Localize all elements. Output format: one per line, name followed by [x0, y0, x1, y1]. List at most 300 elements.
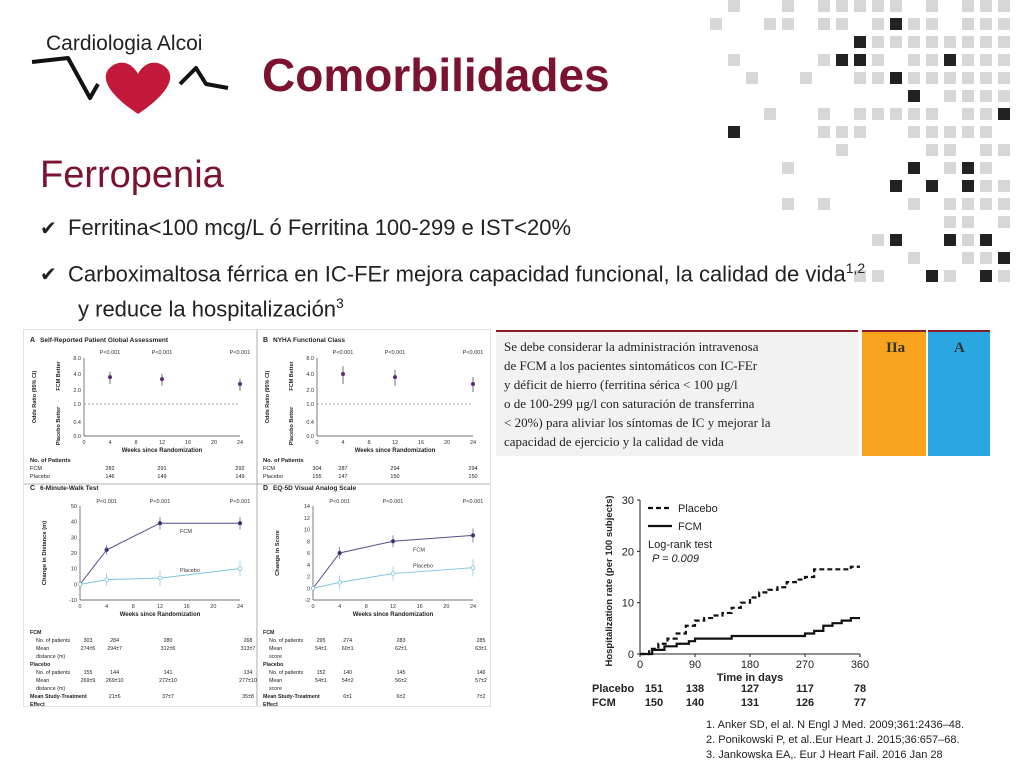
patients-count: 291 [157, 466, 167, 472]
table-cell: 303 [83, 638, 93, 644]
at-risk-count: 126 [795, 697, 815, 709]
x-tick-label: 24 [469, 440, 477, 446]
table-cell: 57±2 [475, 678, 487, 684]
y-tick-label: 10 [70, 566, 77, 573]
table-cell: 285 [476, 638, 486, 644]
decorative-square [818, 108, 830, 120]
table-cell: 140 [343, 670, 353, 676]
decorative-square [908, 36, 920, 48]
x-tick-label: 12 [389, 604, 397, 610]
p-value-label: P<0.001 [149, 499, 171, 505]
table-row-label: Effect [263, 702, 278, 706]
x-tick-label: 24 [236, 604, 244, 610]
bullet-text: Carboximaltosa férrica en IC-FEr mejora capacidad funcional, la calidad de vida [68, 261, 846, 287]
y-side-label: Placebo Better [56, 406, 62, 446]
y-tick-label: 0.0 [306, 434, 314, 440]
x-tick-label: 8 [131, 604, 135, 610]
at-risk-count: 151 [644, 683, 664, 695]
decorative-square [872, 18, 884, 30]
y-tick-label: 30 [621, 495, 634, 507]
logo [28, 28, 258, 138]
table-cell: 6±2 [396, 694, 406, 700]
p-value-label: P<0.001 [329, 499, 350, 505]
data-point [78, 583, 82, 587]
decorative-square [980, 54, 992, 66]
patients-group: Placebo [30, 474, 50, 480]
y-tick-label: 10 [621, 597, 634, 610]
at-risk-count: 117 [796, 683, 814, 695]
decorative-square [872, 72, 884, 84]
p-value-label: P<0.001 [384, 350, 406, 356]
x-tick-label: 360 [850, 659, 870, 671]
table-row-label: Mean [269, 646, 283, 652]
panel-title: EQ-5D Visual Analog Scale [273, 485, 357, 492]
y-side-label: FCM Better [289, 361, 295, 391]
decorative-square [836, 18, 848, 30]
patients-count: 292 [235, 466, 245, 472]
y-side-label: FCM Better [56, 361, 62, 391]
decorative-square [944, 216, 956, 228]
x-tick-label: 8 [367, 440, 371, 446]
y-tick-label: 4.0 [306, 372, 314, 378]
legend-label: FCM [678, 521, 702, 533]
decorative-square [944, 90, 956, 102]
decorative-square [764, 18, 776, 30]
decorative-square [890, 72, 902, 84]
table-cell: 6±1 [343, 694, 353, 700]
data-point [105, 578, 109, 582]
decorative-square [854, 36, 866, 48]
hospitalization-chart [592, 470, 890, 710]
decorative-square [944, 234, 956, 246]
decorative-square [962, 0, 974, 12]
data-point [391, 572, 395, 576]
table-row-label: score [269, 654, 282, 660]
x-axis-label: Weeks since Randomization [121, 448, 203, 454]
x-tick-label: 270 [795, 659, 815, 671]
y-side-label: Placebo Better [289, 406, 295, 446]
decorative-square [818, 126, 830, 138]
decorative-square [962, 126, 974, 138]
decorative-square [764, 108, 776, 120]
decorative-square [926, 72, 938, 84]
panel-title: NYHA Functional Class [273, 337, 345, 344]
table-row-label: FCM [263, 630, 275, 636]
y-axis-label: Change in Score [275, 530, 281, 576]
table-row-label: Placebo [30, 662, 51, 668]
decorative-square [854, 72, 866, 84]
decorative-square [782, 162, 794, 174]
table-row-label: Mean [36, 678, 50, 684]
table-cell: 134 [243, 670, 253, 676]
recommendation-line: y déficit de hierro (ferritina sérica < 100 µg/l [504, 377, 738, 392]
panel-title: Self-Reported Patient Global Assessment [40, 337, 168, 344]
patients-count: 150 [468, 474, 478, 480]
evidence-level: A [928, 330, 990, 456]
decorative-square [818, 198, 830, 210]
decorative-square [980, 108, 992, 120]
decorative-square [836, 0, 848, 12]
x-tick-label: 4 [108, 440, 112, 446]
decorative-square [818, 0, 830, 12]
decorative-square [872, 36, 884, 48]
y-tick-label: 30 [70, 535, 77, 542]
decorative-square [854, 126, 866, 138]
decorative-square [836, 54, 848, 66]
data-point [158, 576, 162, 580]
decorative-square [980, 0, 992, 12]
x-tick-label: 16 [184, 440, 192, 446]
table-cell: 294±7 [107, 646, 123, 652]
decorative-square [998, 180, 1010, 192]
table-cell: 272±10 [159, 678, 177, 684]
decorative-square [962, 162, 974, 174]
decorative-square [962, 72, 974, 84]
p-value-label: P<0.001 [332, 350, 354, 356]
odds-ratio-point [471, 382, 475, 386]
panel-letter: D [263, 485, 269, 492]
decorative-square [962, 90, 974, 102]
odds-ratio-point [160, 377, 164, 381]
table-row-label: Mean [269, 678, 283, 684]
decorative-square [872, 54, 884, 66]
x-tick-label: 20 [443, 440, 451, 446]
data-point [158, 521, 162, 525]
decorative-square [980, 36, 992, 48]
table-cell: 37±7 [162, 694, 174, 700]
y-tick-label: 1.0 [73, 402, 81, 408]
y-axis-label: Odds Ratio (95% CI) [32, 370, 38, 424]
x-tick-label: 12 [391, 440, 399, 446]
decorative-square [998, 36, 1010, 48]
patients-count: 294 [390, 466, 400, 472]
table-cell: 277±10 [239, 678, 257, 684]
patients-count: 282 [105, 466, 115, 472]
y-tick-label: 2 [306, 574, 310, 581]
x-tick-label: 0 [315, 440, 319, 446]
decorative-square [962, 108, 974, 120]
x-tick-label: 20 [210, 440, 218, 446]
decorative-square [800, 72, 812, 84]
decorative-square [926, 54, 938, 66]
bullet-superscript: 3 [336, 295, 344, 312]
patients-group: FCM [30, 466, 42, 472]
at-risk-group: Placebo [592, 683, 635, 695]
patients-count: 150 [390, 474, 400, 480]
decorative-square [926, 180, 938, 192]
decorative-square [890, 18, 902, 30]
x-tick-label: 0 [311, 604, 315, 610]
y-tick-label: 20 [70, 551, 77, 557]
table-cell: 268 [243, 638, 253, 644]
decorative-square [908, 18, 920, 30]
y-tick-label: 50 [70, 504, 77, 510]
decorative-square [872, 0, 884, 12]
decorative-square [908, 72, 920, 84]
decorative-square [908, 90, 920, 102]
decorative-square [746, 72, 758, 84]
fair-hf-figure [24, 330, 490, 706]
logo-text: Cardiologia Alcoi [46, 32, 203, 55]
y-tick-label: 4.0 [73, 372, 81, 378]
decorative-square [962, 36, 974, 48]
x-tick-label: 8 [134, 440, 138, 446]
decorative-square [944, 126, 956, 138]
patients-count: 294 [468, 466, 478, 472]
checkmark-icon: ✔ [40, 218, 57, 240]
patients-header: No. of Patients [263, 458, 304, 464]
decorative-square [926, 108, 938, 120]
table-cell: 312±6 [160, 646, 176, 652]
decorative-square [872, 108, 884, 120]
patients-count: 149 [235, 474, 245, 480]
x-tick-label: 8 [364, 604, 368, 610]
panel-letter: A [30, 337, 36, 344]
x-tick-label: 24 [469, 604, 477, 610]
table-cell: 63±1 [475, 646, 487, 652]
decorative-square [890, 108, 902, 120]
x-axis-label: Weeks since Randomization [354, 448, 436, 454]
decorative-square [854, 0, 866, 12]
table-row-label: distance (m) [36, 654, 66, 660]
patients-count: 149 [157, 474, 167, 480]
table-row-label: No. of patients [36, 670, 71, 676]
table-cell: 283 [396, 638, 406, 644]
decorative-square [728, 126, 740, 138]
y-tick-label: 0.4 [306, 420, 314, 426]
decorative-square [962, 180, 974, 192]
x-tick-label: 90 [688, 659, 702, 671]
data-point [338, 581, 342, 585]
reference-item: 1. Anker SD, el al. N Engl J Med. 2009;361:2436–48. [706, 719, 965, 731]
panel-letter: C [30, 485, 36, 492]
table-cell: 144 [110, 670, 120, 676]
table-cell: 313±7 [240, 646, 256, 652]
table-row-label: No. of patients [36, 638, 71, 644]
decorative-square [890, 180, 902, 192]
decorative-square [944, 54, 956, 66]
decorative-square [962, 198, 974, 210]
table-cell: 54±2 [341, 678, 354, 684]
decorative-square [728, 54, 740, 66]
decorative-square [890, 234, 902, 246]
table-cell: 269±10 [105, 678, 124, 684]
table-cell: 295 [316, 638, 326, 644]
table-row-label: Placebo [263, 662, 284, 668]
table-cell: 35±8 [242, 694, 254, 700]
decorative-square [926, 144, 938, 156]
x-axis-label: Weeks since Randomization [352, 612, 434, 618]
data-point [391, 539, 395, 543]
p-value-label: P<0.001 [96, 499, 117, 505]
odds-ratio-point [393, 375, 397, 379]
table-cell: 274±6 [80, 646, 96, 652]
decorative-square [962, 234, 974, 246]
table-row-label: distance (m) [36, 686, 66, 692]
decorative-square [944, 198, 956, 210]
decorative-square [872, 234, 884, 246]
y-tick-label: 2.0 [73, 388, 81, 394]
decorative-square [944, 144, 956, 156]
table-cell: 7±2 [476, 694, 486, 700]
x-axis-label: Weeks since Randomization [119, 612, 201, 618]
decorative-square [836, 144, 848, 156]
decorative-square [980, 180, 992, 192]
x-axis-label: Time in days [716, 672, 784, 684]
at-risk-count: 77 [853, 697, 867, 709]
table-row-label: FCM [30, 630, 42, 636]
reference-item: 3. Jankowska EA,. Eur J Heart Fail. 2016 Jan 28 [706, 749, 943, 761]
y-tick-label: 8 [306, 539, 310, 546]
decorative-square [998, 216, 1010, 228]
decorative-square [962, 18, 974, 30]
y-tick-label: 20 [621, 546, 634, 559]
table-cell: 146 [476, 670, 486, 676]
odds-ratio-point [108, 375, 112, 379]
x-tick-label: 20 [443, 604, 450, 610]
x-tick-label: 16 [183, 604, 190, 610]
recommendation-line: capacidad de ejercicio y la calidad de vida [504, 434, 724, 449]
series-label: FCM [180, 529, 192, 536]
table-cell: 145 [396, 670, 406, 676]
y-tick-label: 40 [70, 519, 77, 526]
x-tick-label: 24 [236, 440, 244, 446]
annotation-text: Log-rank test [648, 539, 713, 551]
recommendation-line: < 20%) para aliviar los síntomas de IC y mejorar la [504, 415, 771, 430]
decorative-square [980, 144, 992, 156]
data-point [105, 548, 109, 552]
p-value-label: P = 0.009 [652, 553, 699, 565]
y-tick-label: -2 [305, 598, 310, 604]
p-value-label: P<0.001 [229, 499, 251, 505]
table-cell: 62±1 [395, 646, 407, 652]
p-value-label: P<0.001 [229, 350, 251, 356]
km-curve [640, 567, 860, 654]
heart-ecg-icon [28, 28, 258, 138]
y-tick-label: -10 [69, 598, 77, 604]
table-row-label: Mean Study-Treatment [263, 694, 320, 700]
series-label: FCM [413, 547, 425, 554]
series-label: Placebo [413, 563, 433, 570]
y-axis-label: Odds Ratio (95% CI) [265, 370, 271, 424]
decorative-square [962, 216, 974, 228]
x-tick-label: 0 [82, 440, 86, 446]
at-risk-count: 127 [740, 683, 760, 695]
table-cell: 284 [110, 638, 120, 644]
table-row-label: Mean Study-Treatment [30, 694, 87, 700]
patients-count: 146 [105, 474, 115, 480]
patients-group: FCM [263, 466, 275, 472]
x-tick-label: 4 [338, 604, 342, 610]
decorative-square [998, 108, 1010, 120]
table-cell: 60±1 [341, 646, 354, 652]
decorative-square [944, 36, 956, 48]
decorative-square [998, 18, 1010, 30]
data-point [238, 567, 242, 571]
table-cell: 152 [316, 670, 326, 676]
panel-letter: B [263, 337, 269, 344]
decorative-square [782, 198, 794, 210]
decorative-square [890, 0, 902, 12]
decorative-square [782, 18, 794, 30]
reference-item: 2. Ponikowski P, et al..Eur Heart J. 2015;36:657–68. [706, 734, 960, 746]
decorative-square [908, 54, 920, 66]
data-point [338, 551, 342, 555]
y-tick-label: 0.4 [73, 420, 81, 426]
bullet-text: Ferritina<100 mcg/L ó Ferritina 100-299 e IST<20% [68, 215, 572, 240]
x-tick-label: 12 [156, 604, 164, 610]
y-tick-label: 2.0 [306, 388, 314, 394]
p-value-label: P<0.001 [462, 350, 484, 356]
patients-count: 147 [338, 474, 348, 480]
decorative-square [818, 18, 830, 30]
table-cell: 56±2 [395, 678, 407, 684]
x-tick-label: 0 [636, 659, 644, 671]
table-cell: 274 [343, 638, 353, 644]
decorative-square [854, 54, 866, 66]
decorative-square [998, 54, 1010, 66]
decorative-square [980, 126, 992, 138]
table-row-label: Mean [36, 646, 50, 652]
y-tick-label: 6 [306, 551, 310, 557]
data-point [238, 521, 242, 525]
decorative-square [980, 198, 992, 210]
bullet-superscript: 1,2 [845, 260, 866, 276]
at-risk-count: 138 [685, 683, 705, 695]
y-axis-label: Change in Distance (m) [42, 520, 48, 586]
y-axis-label: Hospitalization rate (per 100 subjects) [604, 495, 615, 667]
decorative-square [998, 90, 1010, 102]
km-curve [640, 618, 860, 654]
decorative-square [908, 126, 920, 138]
at-risk-count: 78 [853, 683, 867, 695]
bullet-ferritin [40, 214, 571, 243]
x-tick-label: 16 [417, 440, 425, 446]
checkmark-icon: ✔ [40, 264, 57, 287]
odds-ratio-point [238, 382, 242, 386]
x-tick-label: 20 [210, 604, 217, 610]
decorative-square [980, 162, 992, 174]
data-point [471, 566, 475, 570]
table-row-label: No. of patients [269, 670, 304, 676]
y-tick-label: 8.0 [73, 356, 81, 362]
x-tick-label: 4 [105, 604, 109, 610]
at-risk-group: FCM [592, 697, 616, 709]
at-risk-count: 140 [685, 697, 705, 709]
bullet-fcm [40, 254, 1000, 324]
table-cell: 280 [163, 638, 173, 644]
decorative-square [944, 162, 956, 174]
recommendation-table [496, 330, 996, 456]
data-point [471, 534, 475, 538]
decorative-squares [620, 0, 1024, 290]
decorative-square [782, 0, 794, 12]
table-cell: 54±1 [315, 678, 327, 684]
table-cell: 54±1 [315, 646, 327, 652]
odds-ratio-point [341, 372, 345, 376]
decorative-square [962, 54, 974, 66]
decorative-square [908, 162, 920, 174]
decorative-square [926, 18, 938, 30]
decorative-square [818, 54, 830, 66]
decorative-square [926, 0, 938, 12]
decorative-square [728, 0, 740, 12]
patients-header: No. of Patients [30, 458, 71, 464]
table-cell: 21±6 [108, 694, 121, 700]
y-tick-label: 10 [303, 527, 310, 534]
decorative-square [836, 126, 848, 138]
patients-count: 304 [312, 466, 322, 472]
